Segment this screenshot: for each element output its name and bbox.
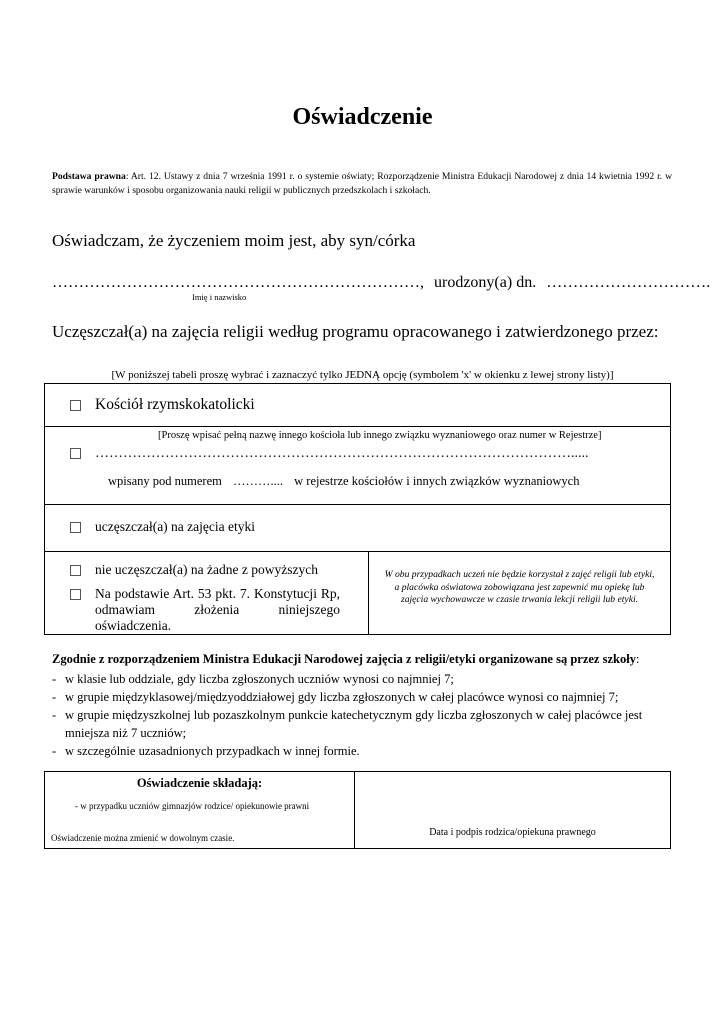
regulation-item: - w szczególnie uzasadnionych przypadkach w innej formie. [52, 744, 360, 758]
none-checkbox[interactable] [70, 565, 81, 576]
options-table [44, 383, 671, 635]
name-caption: Imię i nazwisko [192, 292, 247, 302]
option-ethics-cell [45, 505, 671, 552]
legal-basis [52, 170, 672, 198]
regulation-item: - w grupie międzyklasowej/międzyoddziałowej gdy liczba zgłoszonych w całej placówce wynosi co najmniej 7; [52, 690, 619, 704]
other-instruction: [Proszę wpisać pełną nazwę innego kościoła lub innego związku wyznaniowego oraz numer w Rejestrze] [158, 430, 602, 441]
signature-table [44, 771, 671, 849]
legal-basis-text: : Art. 12. Ustawy z dnia 7 września 1991 r. o systemie oświaty; Rozporządzenie Ministra Edukacji Narodowej z dnia 14 kwietnia 1992 r. w sprawie warunków i sposobu organizowania nauki religii w publicznych przedszkolach i szkołach. [52, 171, 673, 196]
born-label: urodzony(a) dn. [434, 274, 537, 291]
regulation-section: Zgodnie z rozporządzeniem Ministra Edukacji Narodowej zajęcia z religii/etyki organizowane są przez szkoły: - w klasie lub oddziale, gdy liczba zgłoszonych uczniów wynosi co najmniej 7; - w grupie międzyklasowej/międzyoddziałowej gdy liczba zgłoszonych w całej placówce wynosi co najmniej 7; - w grupie międzyszkolnej lub pozaszkolnym punkcie katechetycznym gdy liczba zgłoszonych w całej placówce jest mniejsza niż 7 uczniów; - w szczególnie uzasadnionych przypadkach w innej formie. [52, 650, 672, 760]
none-label: nie uczęszczał(a) na żadne z powyższych [95, 562, 318, 577]
declaration-intro: Oświadczam, że życzeniem moim jest, aby syn/córka [52, 231, 416, 250]
regulation-item: - w klasie lub oddziale, gdy liczba zgłoszonych uczniów wynosi co najmniej 7; [52, 672, 454, 686]
other-church-checkbox[interactable] [70, 448, 81, 459]
name-birth-line [52, 274, 711, 292]
legal-basis-label: Podstawa prawna [52, 171, 126, 182]
registry-number-dots[interactable]: ……….... [233, 474, 283, 488]
birth-date-dots[interactable]: …………………………. [546, 274, 711, 291]
change-note: Oświadczenie można zmienić w dowolnym czasie. [51, 833, 235, 843]
art53-label: Na podstawie Art. 53 pkt. 7. Konstytucji Rp, odmawiam złożenia niniejszego oświadczenia. [95, 586, 340, 633]
option-none-cell [45, 552, 369, 635]
note-cell [369, 552, 671, 635]
ethics-checkbox[interactable] [70, 522, 81, 533]
ethics-label: uczęszczał(a) na zajęcia etyki [95, 519, 256, 534]
registry-label: wpisany pod numerem [108, 474, 222, 488]
art53-checkbox[interactable] [70, 589, 81, 600]
page-title: Oświadczenie [292, 104, 433, 130]
signature-item: - w przypadku uczniów gimnazjów rodzice/ opiekunowie prawni [75, 801, 310, 811]
regulation-item: - w grupie międzyszkolnej lub pozaszkolnym punkcie katechetycznym gdy liczba zgłoszonych w całej placówce jest mniejsza niż 7 uczniów; [52, 708, 643, 740]
table-instruction: [W poniższej tabeli proszę wybrać i zaznaczyć tylko JEDNĄ opcję (symbolem 'x' w okienku z lewej strony listy)] [111, 369, 614, 381]
name-input-dots[interactable]: ……………………………………………………………, [52, 274, 424, 291]
catholic-label: Kościół rzymskokatolicki [95, 396, 255, 413]
sign-caption: Data i podpis rodzica/opiekuna prawnego [429, 827, 596, 838]
registry-suffix: w rejestrze kościołów i innych związków wyznaniowych [294, 474, 580, 488]
signature-heading: Oświadczenie składają: [136, 776, 263, 790]
option-catholic-cell [45, 384, 671, 427]
signature-info-cell [45, 772, 355, 849]
option-other-cell [45, 427, 671, 505]
attend-line: Uczęszczał(a) na zajęcia religii według programu opracowanego i zatwierdzonego przez: [52, 322, 659, 341]
signature-sign-cell[interactable] [355, 772, 671, 849]
catholic-checkbox[interactable] [70, 400, 81, 411]
regulation-heading: Zgodnie z rozporządzeniem Ministra Edukacji Narodowej zajęcia z religii/etyki organizowane są przez szkoły [52, 652, 636, 666]
note-text: W obu przypadkach uczeń nie będzie korzystał z zajęć religii lub etyki, a placówka oświatowa zobowiązana jest zapewnić mu opiekę lub zajęcia wychowawcze w czasie trwania lekcji religii lub etyki. [384, 569, 655, 605]
other-church-dots[interactable]: …………………………………………………………………………………………..... [95, 446, 589, 461]
